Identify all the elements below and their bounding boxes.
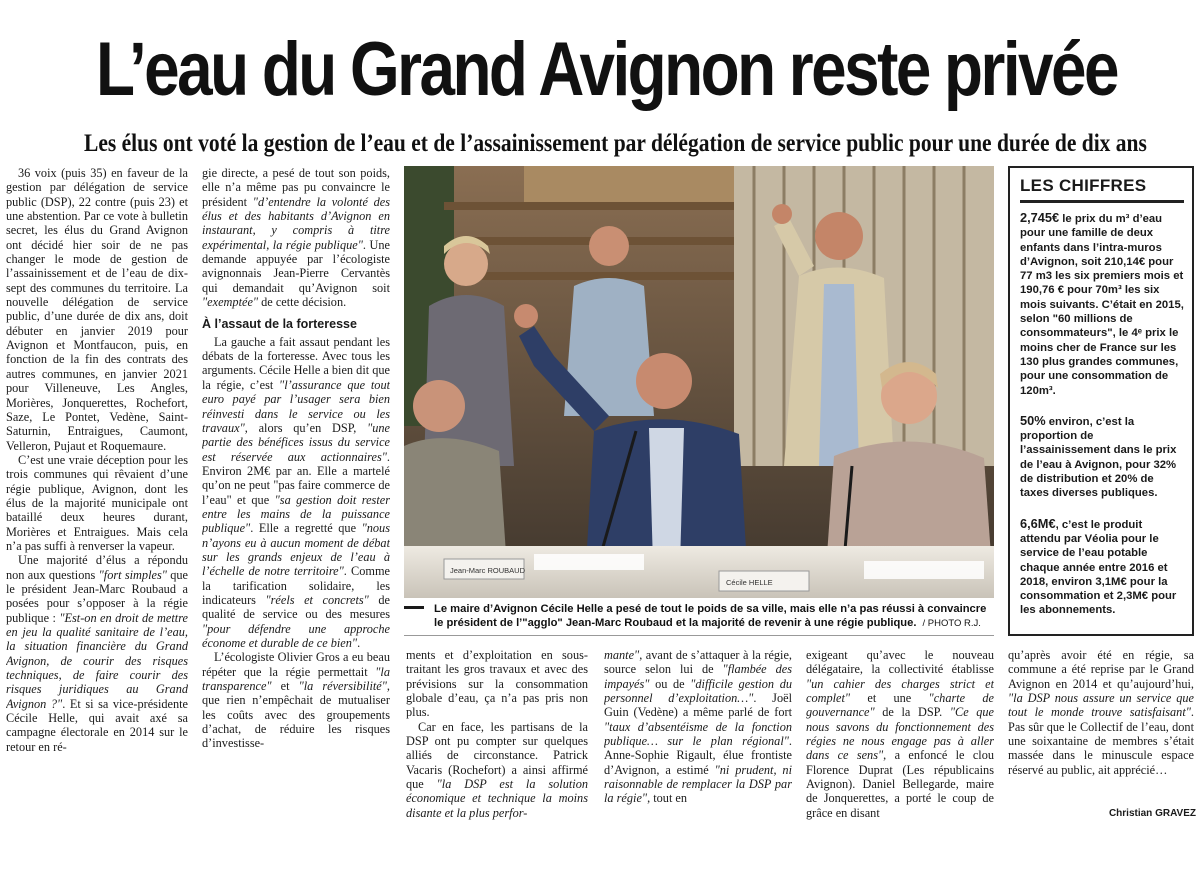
meeting-photo: [404, 166, 994, 598]
photo-caption: [404, 602, 994, 636]
figure-item: 2,745€ le prix du m³ d’eau pour une famille de deux enfants dans l’intra-muros d’Avignon, soit 210,14€ pour 77 m3 les six premiers mois et 190,76 € pour 70m³ les six mois suivants. C’était en 2015, selon "60 millions de consommateurs", le 4ᵉ prix le moins cher de France sur les 130 plus grandes communes, pour une consommation de 120m³.: [1020, 210, 1184, 397]
nameplate-helle: Cécile HELLE: [726, 578, 773, 587]
figure-item: 6,6M€, c’est le produit attendu par Véolia pour le service de l’eau potable chaque année entre 2016 et 2018, environ 3,1M€ pour la consommation et 2,3M€ pour les abonnements.: [1020, 515, 1177, 617]
paragraph: Car en face, les partisans de la DSP ont pu compter sur quelques alliés de circonstance. Patrick Vacaris (Rochefort) a ainsi affirmé que "la DSP est la solution économique et technique la moins disante et la plus perfor-: [406, 719, 588, 820]
paragraph: L’écologiste Olivier Gros a eu beau répéter que la régie permettait "la transparence" et "la réversibilité", que rien n’empêchait de mutualiser les coûts avec des groupements d’achat, de réduire les risques d’investisse-: [202, 650, 390, 751]
section-heading: À l’assaut de la forteresse: [202, 317, 357, 332]
paragraph: qu’après avoir été en régie, sa commune a été reprise par le Grand Avignon en 2014 et qu’aujourd’hui, "la DSP nous assure un service que tout le monde trouve satisfaisant". Pas sûr que le Collectif de l’eau, dont une soixantaine de membres s’était massée dans le minuscule espace réservé au public, ait apprécié…: [1008, 648, 1194, 777]
paragraph: La gauche a fait assaut pendant les débats de la forteresse. Avec tous les arguments. Cécile Helle a bien dit que la régie, c’est "l’assurance que tout euro payé par l’usager sera bien réinvesti dans le service ou les travaux", alors qu’en DSP, "une partie des bénéfices issus du service est réservée aux actionnaires". Environ 2M€ par an. Elle a martelé qu’on ne peut "pas faire commerce de l’eau" et que "sa gestion doit rester entre les mains de la puissance publique". Elle a regretté que "nous n’ayons eu à aucun moment de débat sur les grands enjeux de l’eau à l’échelle de notre territoire". Comme la tarification solidaire, les indicateurs "réels et concrets" de qualité de service ou des mesures "pour défendre une approche économe et durable de ce bien".: [202, 334, 390, 650]
article-column-2: [202, 166, 390, 854]
article-column-3: [406, 648, 588, 826]
article-column-4: [604, 648, 792, 826]
author-signature: Christian GRAVEZ: [1108, 808, 1196, 819]
caption-marker: [404, 606, 424, 609]
article-column-5: [806, 648, 994, 826]
paragraph: Une majorité d’élus a répondu non aux questions "fort simples" que le président Jean-Marc Roubaud a posées pour s’opposer à la régie publique : "Est-on en droit de mettre en jeu la qualité sanitaire de l’eau, la situation financière du Grand Avignon, de courir des risques techniques, de faire courir des risques juridiques au Grand Avignon ?". Et si sa vice-présidente Cécile Helle, qui avait axé sa campagne électorale en 2014 sur le retour en ré-: [6, 553, 188, 754]
paragraph: ments et d’exploitation en sous-traitant les gros travaux et avec des prévisions sur la consommation globale d’eau, ça n’a pas pris non plus.: [406, 648, 588, 720]
photo-credit: / PHOTO R.J.: [922, 618, 981, 629]
paragraph: gie directe, a pesé de tout son poids, elle n’a même pas pu convaincre le président "d’entendre la volonté des élus et des habitants d’Avignon en instaurant, y compris à titre expérimental, la régie publique". Une demande appuyée par l’écologiste avignonnais Jean-Pierre Cervantès qui demandait qu’Avignon soit "exemptée" de cette décision.: [202, 166, 390, 310]
caption-text: Le maire d’Avignon Cécile Helle a pesé de tout le poids de sa ville, mais elle n’a pas réussi à convaincre le président de l’"agglo" Jean-Marc Roubaud et la majorité de revenir à une régie publique.: [434, 603, 987, 629]
paragraph: exigeant qu’avec le nouveau délégataire, la collectivité établisse "un cahier des charges strict et complet" et une "charte de gouvernance" de la DSP. "Ce que nous savons du fonctionnement des régies ne nous engage pas à aller dans ce sens", a enfoncé le clou Florence Duprat (Les républicains Avignon). Daniel Bellegarde, maire de Jonquerettes, a porté le coup de grâce en disant: [806, 648, 994, 820]
box-title: LES CHIFFRES: [1020, 176, 1184, 203]
les-chiffres-box: [1008, 166, 1194, 636]
figure-item: 50% environ, c’est la proportion de l’assainissement dans le prix de l’eau à Avignon, pour 32% de distribution et 20% de taxes diverses publiques.: [1020, 412, 1177, 500]
article-column-6: [1008, 648, 1194, 806]
subheadline: Les élus ont voté la gestion de l’eau et de l’assainissement par délégation de service public pour une durée de dix ans: [84, 130, 1147, 157]
paragraph: 36 voix (puis 35) en faveur de la gestion par délégation de service public (DSP), 22 contre (puis 23) et une abstention. Par ce vote à bulletin secret, les élus du Grand Avignon ont décidé hier soir de ne pas changer le mode de gestion de l’assainissement et de l’eau de dix-sept des communes du territoire. La nouvelle délégation de service public, d’une durée de dix ans, doit débuter en janvier 2019 pour Avignon et Montfaucon, puis, en fonction de la fin des contrats des autres communes, en janvier 2021 pour Villeneuve, Les Angles, Morières, Jonquerettes, Rochefort, Saze, Le Pontet, Vedène, Saint-Saturnin, Entraigues, Caumont, Velleron, Pujaut et Roquemaure.: [6, 166, 188, 453]
headline: L’eau du Grand Avignon reste privée: [96, 27, 1117, 112]
meeting-photo-illustration: [404, 166, 994, 598]
article-column-1: [6, 166, 188, 854]
nameplate-roubaud: Jean-Marc ROUBAUD: [450, 566, 526, 575]
paragraph: mante", avant de s’attaquer à la régie, source selon lui de "flambée des impayés" ou de "difficile gestion du personnel d’exploitation…". Joël Guin (Vedène) a même parlé de fort "taux d’absentéisme de la fonction publique… sur le plan régional". Anne-Sophie Rigault, élue frontiste d’Avignon, a estimé "ni prudent, ni raisonnable de remplacer la DSP par la régie", tout en: [604, 648, 792, 806]
paragraph: C’est une vraie déception pour les trois communes qui rêvaient d’une régie publique, Avignon, dont les élus de la majorité municipale ont bataillé deux heures durant, Morières et Entraigues. Mais cela n’a pas suffi à renverser la vapeur.: [6, 452, 188, 553]
